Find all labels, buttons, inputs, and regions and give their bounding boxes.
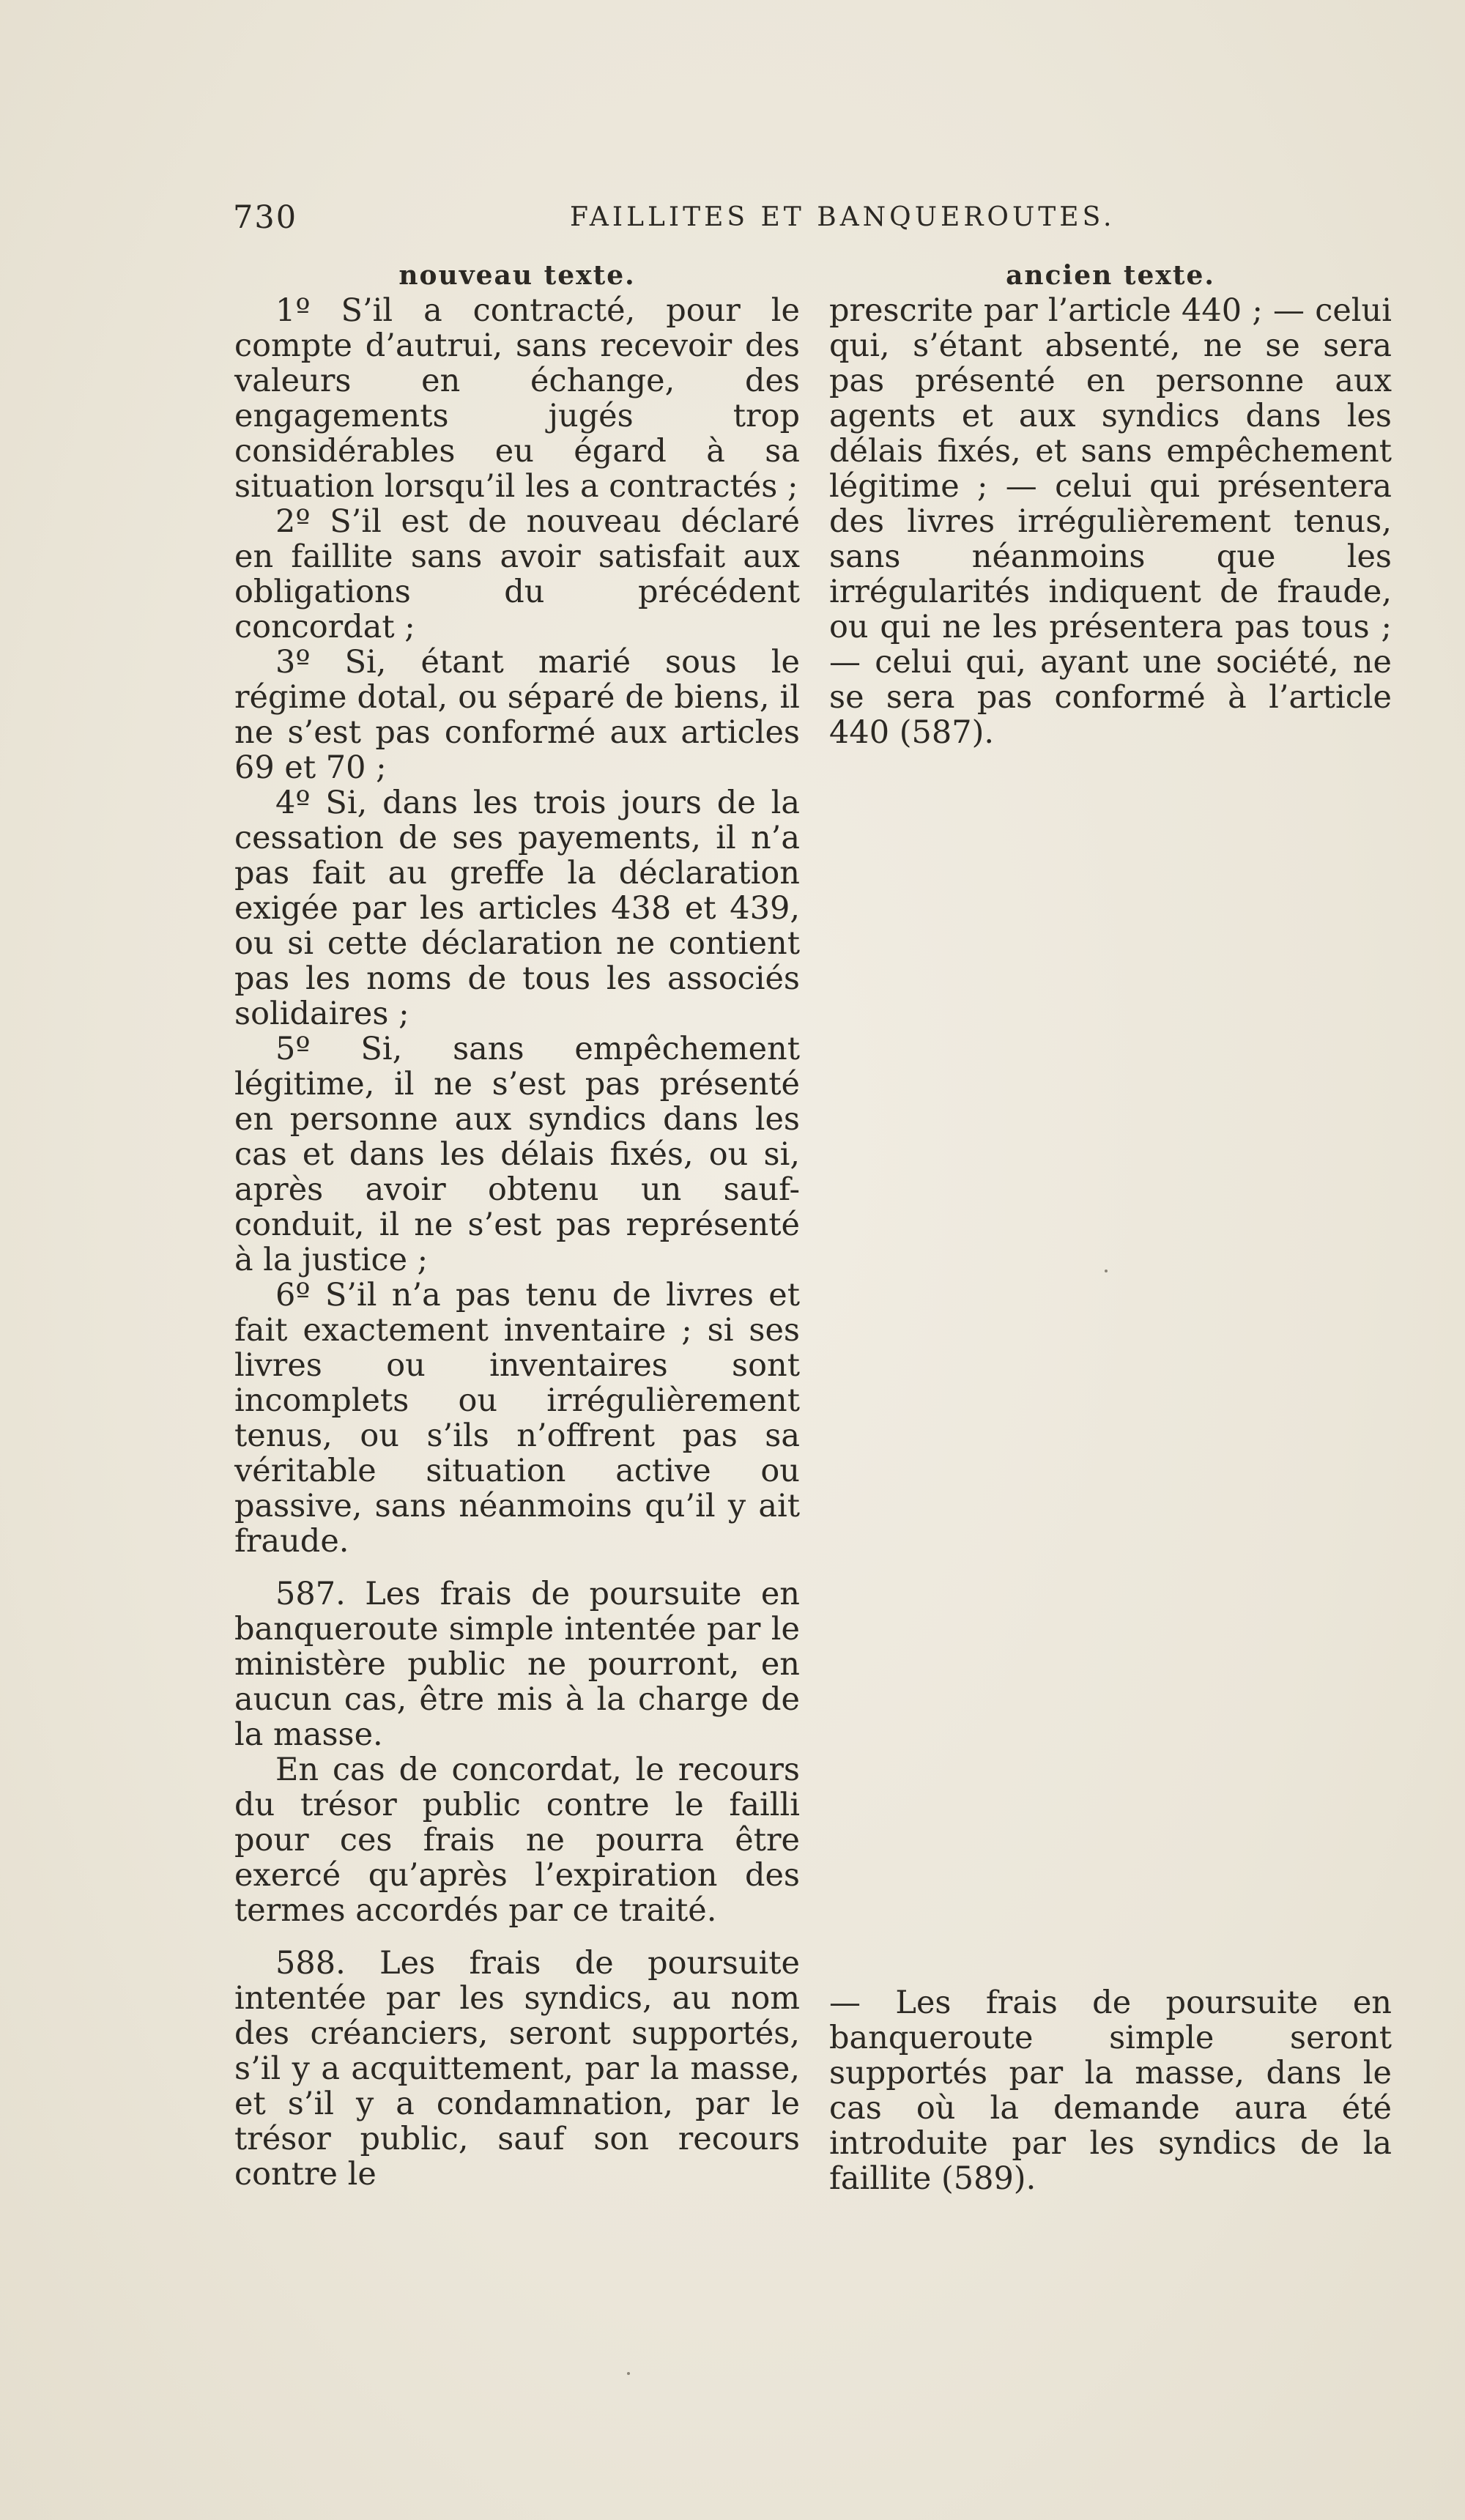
right-column-old-text xyxy=(829,259,1392,2197)
paper-speck xyxy=(1105,1270,1108,1272)
paragraph-item-1: 1º S’il a contracté, pour le compte d’autrui, sans recevoir des valeurs en échange, des engagements jugés trop considérables eu égard à sa situation lorsqu’il les a contractés ; xyxy=(234,292,800,505)
article-587-text: Les frais de poursuite en banqueroute simple intentée par le ministère public ne pourront, en aucun cas, être mis à la charge de la masse. xyxy=(234,1576,800,1753)
article-587 xyxy=(234,1576,800,1752)
article-588-text: Les frais de poursuite intentée par les syndics, au nom des créanciers, seront supportés, s’il y a acquittement, par la masse, et s’il y a condamnation, par le trésor public, sauf son recours contre le xyxy=(234,1945,800,2193)
left-column-new-text xyxy=(234,259,800,2192)
paragraph-item-5: 5º Si, sans empêchement légitime, il ne s’est pas présenté en personne aux syndics dans les cas et dans les délais fixés, ou si, après avoir obtenu un sauf-conduit, il ne s’est pas représenté à la justice ; xyxy=(234,1031,800,1278)
page-header xyxy=(233,199,1405,243)
right-column-heading: ancien texte. xyxy=(1006,260,1215,291)
paragraph-item-3: 3º Si, étant marié sous le régime dotal, ou séparé de biens, il ne s’est pas conformé aux articles 69 et 70 ; xyxy=(234,644,800,786)
paragraph-item-6: 6º S’il n’a pas tenu de livres et fait exactement inventaire ; si ses livres ou inventaires sont incomplets ou irrégulièrement tenus, ou s’ils n’offrent pas sa véritable situation active ou passive, sans néanmoins qu’il y ait fraude. xyxy=(234,1277,800,1560)
left-column-heading: nouveau texte. xyxy=(398,260,636,291)
article-587-second-paragraph: En cas de concordat, le recours du trésor public contre le failli pour ces frais ne pourra être exercé qu’après l’expiration des termes accordés par ce traité. xyxy=(234,1752,800,1929)
paragraph-item-2: 2º S’il est de nouveau déclaré en faillite sans avoir satisfait aux obligations du précédent concordat ; xyxy=(234,503,800,645)
paragraph-item-4: 4º Si, dans les trois jours de la cessation de ses payements, il n’a pas fait au greffe la déclaration exigée par les articles 438 et 439, ou si cette déclaration ne contient pas les noms de tous les associés solidaires ; xyxy=(234,785,800,1032)
article-588 xyxy=(234,1946,800,2192)
paper-speck xyxy=(627,2372,630,2375)
article-588-number: 588. xyxy=(275,1945,346,1982)
old-text-paragraph-1: prescrite par l’article 440 ; — celui qui, s’étant absenté, ne se sera pas présenté en personne aux agents et aux syndics dans les délais fixés, et sans empêchement légitime ; — celui qui présentera des livres irrégulièrement tenus, sans néanmoins que les irrégularités indiquent de fraude, ou qui ne les présentera pas tous ; — celui qui, ayant une société, ne se sera pas conformé à l’article 440 (587). xyxy=(829,292,1392,751)
page-number: 730 xyxy=(233,199,298,236)
running-title: FAILLITES ET BANQUEROUTES. xyxy=(570,202,1116,232)
article-587-number: 587. xyxy=(275,1576,346,1612)
old-text-block-2 xyxy=(829,1985,1392,2196)
old-text-paragraph-2: — Les frais de poursuite en banqueroute simple seront supportés par la masse, dans le cas où la demande aura été introduite par les syndics de la faillite (589). xyxy=(829,1984,1392,2197)
